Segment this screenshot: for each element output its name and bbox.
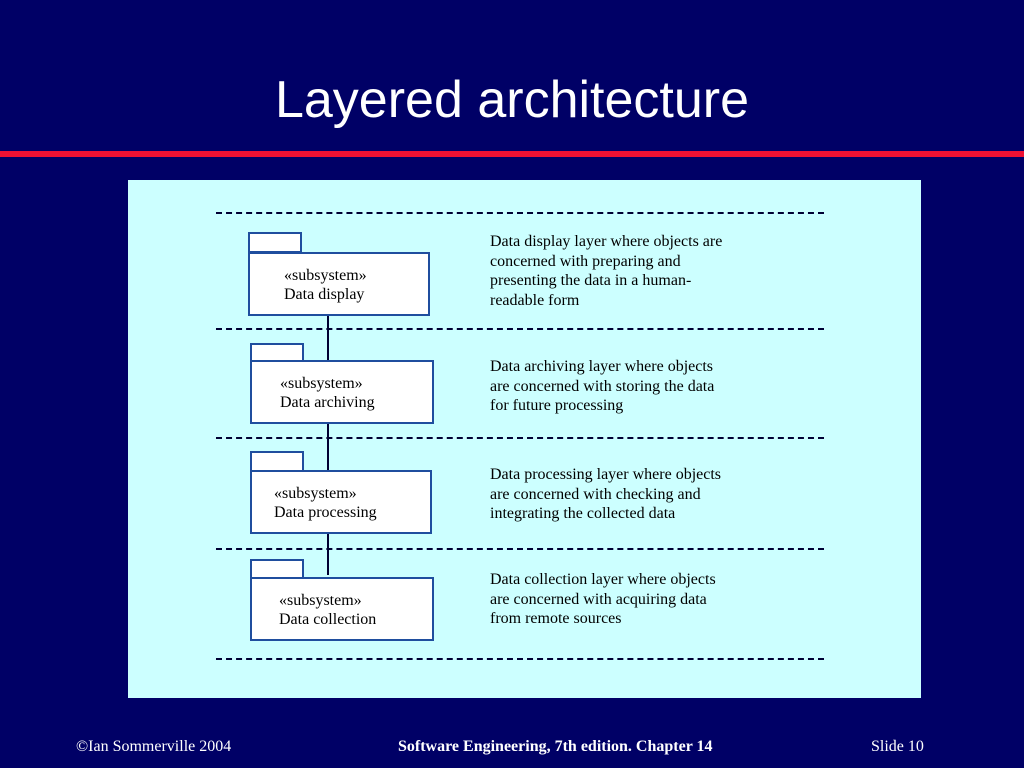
layer-description-data-display bbox=[490, 232, 790, 310]
layer-description-data-collection bbox=[490, 570, 790, 629]
layer-divider-3 bbox=[216, 548, 824, 550]
description-line: Data archiving layer where objects bbox=[490, 358, 714, 375]
subsystem-data-display bbox=[248, 252, 430, 316]
description-line: are concerned with storing the data bbox=[490, 377, 715, 395]
description-line: readable form bbox=[490, 291, 580, 309]
slide-title: Layered architecture bbox=[274, 71, 750, 129]
footer-slide-number: Slide 10 bbox=[871, 738, 924, 755]
subsystem-stereotype: «subsystem» bbox=[284, 267, 367, 284]
subsystem-tab-icon bbox=[248, 232, 302, 253]
subsystem-data-collection bbox=[250, 577, 434, 641]
subsystem-stereotype: «subsystem» bbox=[280, 375, 363, 392]
description-line: are concerned with acquiring data bbox=[490, 590, 707, 608]
description-line: for future processing bbox=[490, 397, 624, 414]
description-line: Data collection layer where objects bbox=[490, 571, 716, 588]
subsystem-tab-icon bbox=[250, 451, 304, 472]
description-line: from remote sources bbox=[490, 610, 622, 627]
subsystem-data-archiving bbox=[250, 360, 434, 424]
layered-architecture-diagram bbox=[128, 180, 921, 698]
subsystem-name: Data collection bbox=[279, 611, 377, 628]
description-line: concerned with preparing and bbox=[490, 252, 681, 270]
footer-book-title: Software Engineering, 7th edition. Chapter 14 bbox=[398, 738, 713, 755]
layer-connector-line bbox=[327, 315, 329, 575]
subsystem-name: Data display bbox=[284, 286, 365, 303]
layer-description-data-processing bbox=[490, 465, 790, 524]
description-line: presenting the data in a human- bbox=[490, 272, 692, 289]
subsystem-stereotype: «subsystem» bbox=[279, 592, 362, 609]
layer-divider-bottom bbox=[216, 658, 824, 660]
description-line: Data display layer where objects are bbox=[490, 233, 723, 250]
subsystem-stereotype: «subsystem» bbox=[274, 485, 357, 502]
description-line: integrating the collected data bbox=[490, 505, 676, 522]
title-divider bbox=[0, 151, 1024, 157]
description-line: Data processing layer where objects bbox=[490, 466, 722, 483]
subsystem-name: Data processing bbox=[274, 504, 377, 521]
subsystem-data-processing bbox=[250, 470, 432, 534]
layer-divider-2 bbox=[216, 437, 824, 439]
layer-description-data-archiving bbox=[490, 357, 790, 416]
layer-divider-1 bbox=[216, 328, 824, 330]
footer-copyright: ©Ian Sommerville 2004 bbox=[76, 738, 232, 755]
description-line: are concerned with checking and bbox=[490, 485, 701, 503]
layer-divider-top bbox=[216, 212, 824, 214]
subsystem-name: Data archiving bbox=[280, 394, 375, 411]
